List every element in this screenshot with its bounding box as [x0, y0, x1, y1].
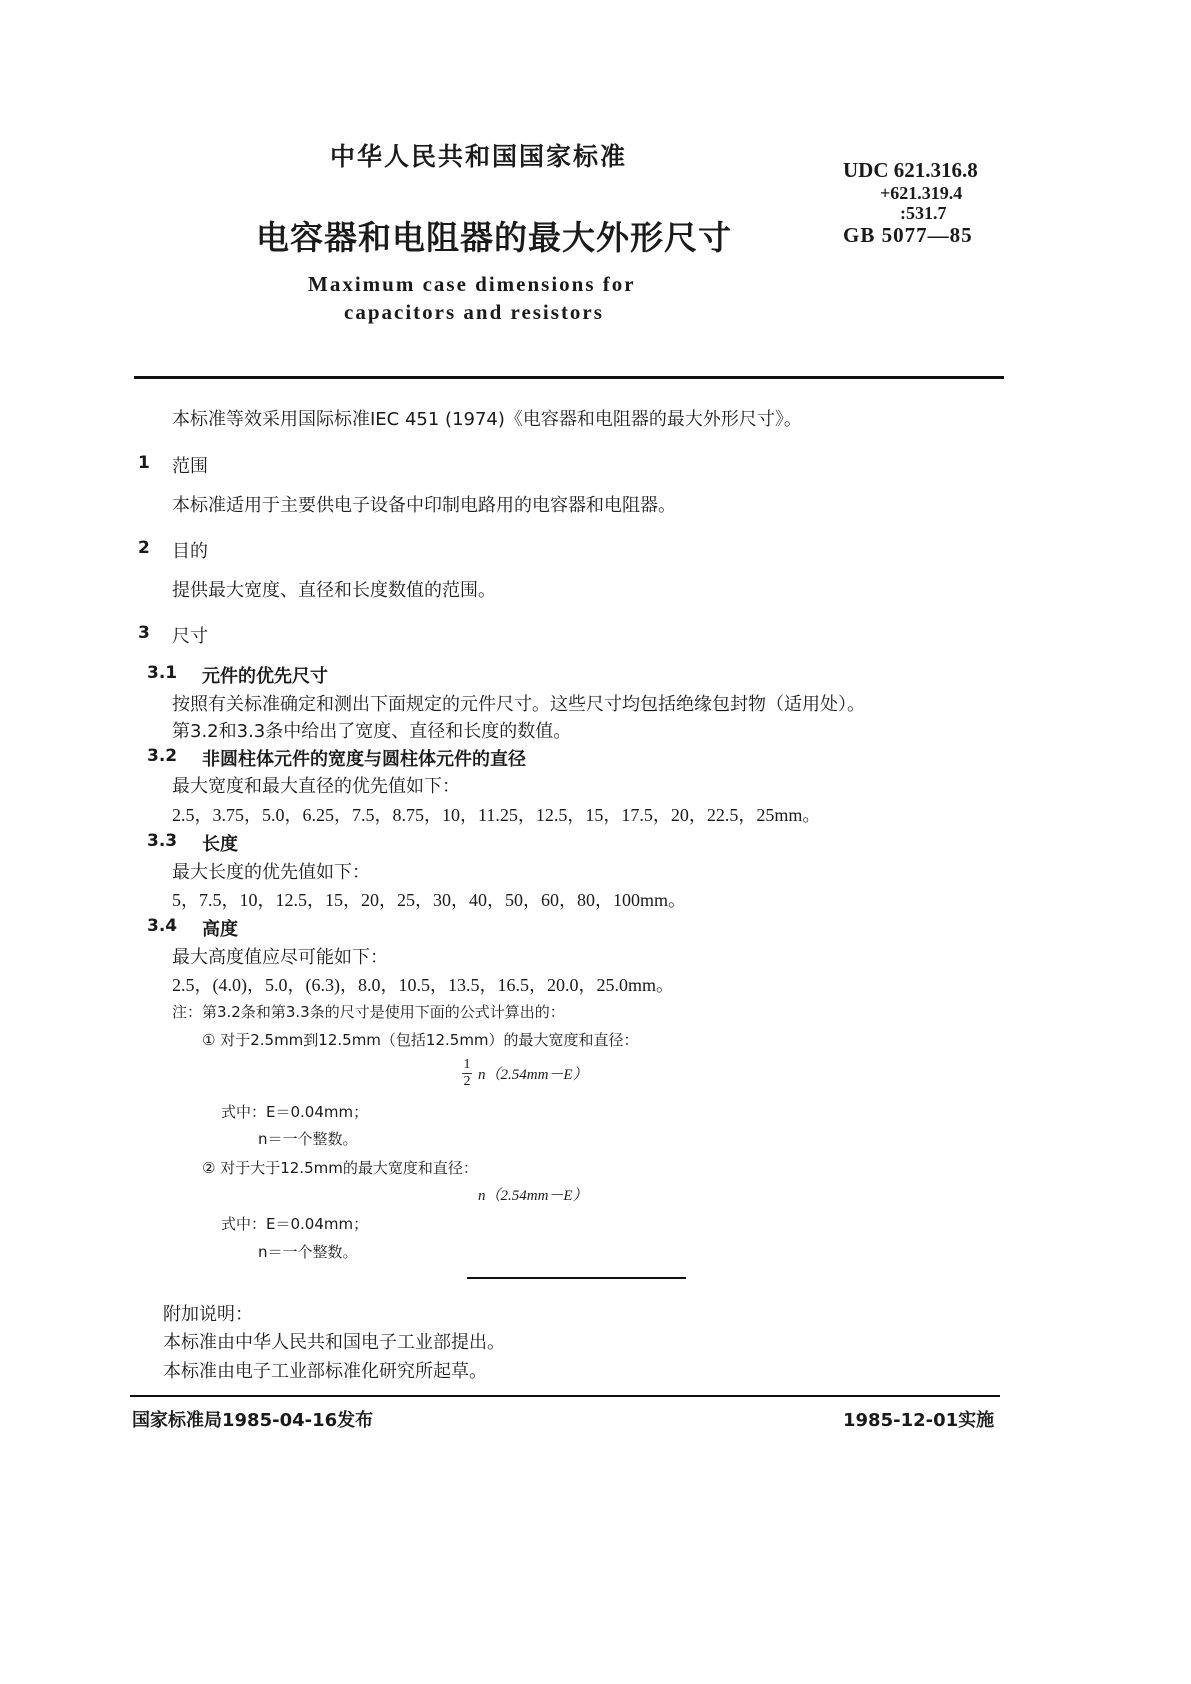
note-2-where-e: 式中：E＝0.04mm；	[221, 1215, 369, 1233]
section-3-1-line-2: 第3.2和3.3条中给出了宽度、直径和长度的数值。	[172, 721, 572, 742]
section-3-2-line-1: 最大宽度和最大直径的优先值如下：	[172, 776, 460, 797]
section-3-4-values: 2.5，(4.0)，5.0，(6.3)，8.0，10.5，13.5，16.5，20.0，25.0mm。	[172, 975, 674, 995]
section-1-text: 本标准适用于主要供电子设备中印制电路用的电容器和电阻器。	[172, 495, 676, 516]
section-3-1-line-1: 按照有关标准确定和测出下面规定的元件尺寸。这些尺寸均包括绝缘包封物（适用处）。	[172, 694, 865, 715]
intro-text: 本标准等效采用国际标准IEC 451 (1974)《电容器和电阻器的最大外形尺寸》。	[172, 409, 802, 430]
appendix-line-1: 本标准由中华人民共和国电子工业部提出。	[163, 1332, 505, 1353]
note-1-where-e: 式中：E＝0.04mm；	[221, 1103, 369, 1121]
formula-1: n（2.54mm－E）	[478, 1067, 588, 1083]
document-title-en-2: capacitors and resistors	[344, 300, 604, 324]
udc-line-1: UDC 621.316.8	[843, 158, 978, 182]
document-title-en-1: Maximum case dimensions for	[308, 272, 636, 296]
section-1-title: 范围	[172, 456, 208, 477]
issue-date: 国家标准局1985-04-16发布	[132, 1410, 374, 1431]
note-1-where-n: n＝一个整数。	[258, 1130, 358, 1148]
section-2-title: 目的	[172, 541, 208, 562]
effective-date: 1985-12-01实施	[843, 1410, 995, 1431]
appendix-line-2: 本标准由电子工业部标准化研究所起草。	[163, 1361, 487, 1382]
section-3-2-values: 2.5，3.75，5.0，6.25，7.5，8.75，10，11.25，12.5，15，17.5，20，22.5，25mm。	[172, 805, 821, 825]
footer-divider	[130, 1395, 1000, 1397]
section-3-4-number: 3.4	[147, 916, 178, 936]
note-divider	[467, 1277, 686, 1279]
section-2-number: 2	[138, 538, 150, 558]
appendix-title: 附加说明：	[163, 1304, 253, 1325]
section-3-number: 3	[138, 623, 150, 643]
gb-code: GB 5077—85	[843, 223, 973, 247]
udc-line-2: +621.319.4	[880, 183, 963, 203]
section-1-number: 1	[138, 453, 150, 473]
fraction-denominator: 2	[463, 1074, 471, 1089]
section-3-3-line-1: 最大长度的优先值如下：	[172, 862, 370, 883]
formula-1-fraction	[462, 1058, 472, 1089]
section-3-1-title: 元件的优先尺寸	[202, 666, 328, 687]
section-3-title: 尺寸	[172, 626, 208, 647]
section-3-1-number: 3.1	[147, 663, 178, 683]
section-3-2-title: 非圆柱体元件的宽度与圆柱体元件的直径	[202, 749, 526, 770]
section-3-4-title: 高度	[202, 919, 238, 940]
note-item-1: ① 对于2.5mm到12.5mm（包括12.5mm）的最大宽度和直径：	[202, 1031, 639, 1049]
note-item-2: ② 对于大于12.5mm的最大宽度和直径：	[202, 1159, 478, 1177]
document-title-cn: 电容器和电阻器的最大外形尺寸	[256, 218, 732, 257]
header-divider	[134, 376, 1004, 379]
section-3-2-number: 3.2	[147, 746, 178, 766]
fraction-numerator: 1	[463, 1057, 471, 1072]
issuing-org: 中华人民共和国国家标准	[330, 142, 628, 171]
formula-2: n（2.54mm－E）	[478, 1188, 588, 1204]
section-3-3-values: 5，7.5，10，12.5，15，20，25，30，40，50，60，80，100mm。	[172, 890, 687, 910]
section-3-4-line-1: 最大高度值应尽可能如下：	[172, 947, 388, 968]
note-intro: 注：第3.2条和第3.3条的尺寸是使用下面的公式计算出的：	[172, 1003, 565, 1021]
section-3-3-title: 长度	[202, 834, 238, 855]
section-2-text: 提供最大宽度、直径和长度数值的范围。	[172, 580, 496, 601]
udc-line-3: :531.7	[900, 203, 947, 223]
section-3-3-number: 3.3	[147, 831, 178, 851]
note-2-where-n: n＝一个整数。	[258, 1243, 358, 1261]
